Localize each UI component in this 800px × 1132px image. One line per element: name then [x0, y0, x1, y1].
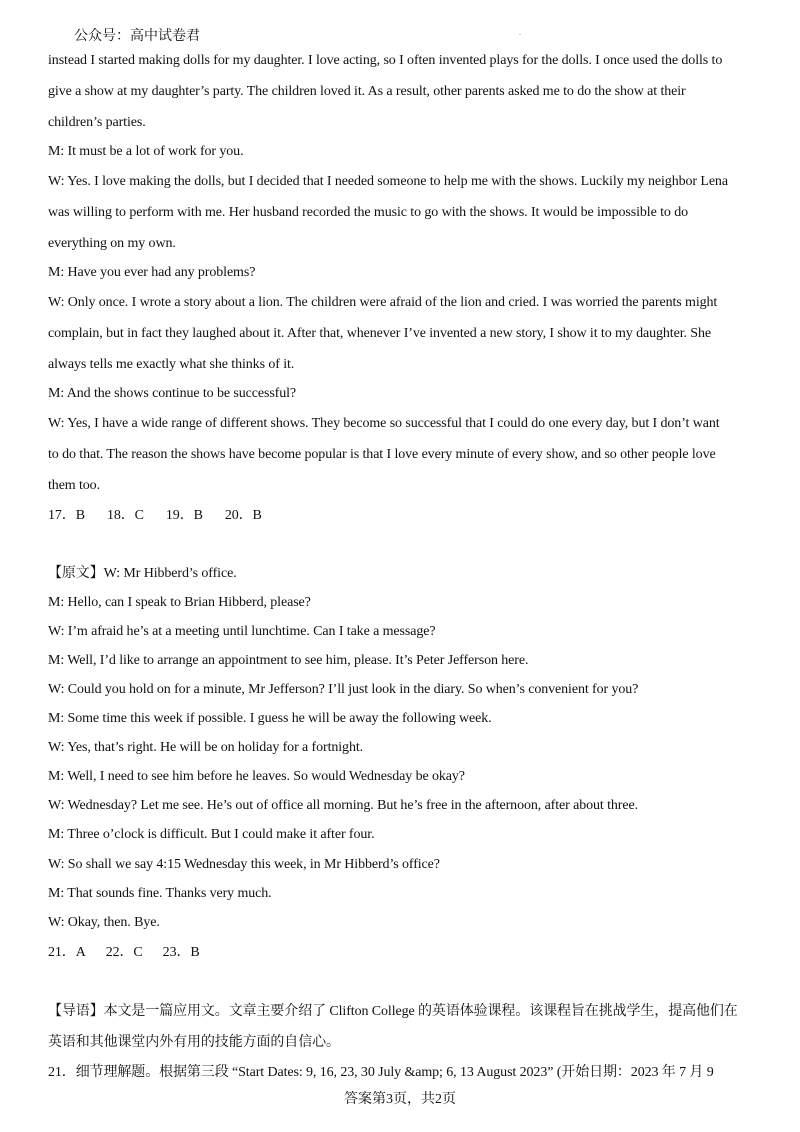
text-line: complain, but in fact they laughed about it. After that, whenever I’ve invented a new story, I show it to my daughter. She — [48, 326, 711, 341]
answer-23: 23．B — [162, 945, 200, 960]
text-line: W: Yes. I love making the dolls, but I decided that I needed someone to help me with the shows. Luckily my neighbor Lena — [48, 174, 728, 189]
answer-19: 19．B — [165, 508, 203, 523]
answer-key-1 — [48, 507, 284, 525]
text-line: M: Some time this week if possible. I guess he will be away the following week. — [48, 711, 492, 726]
text-line: M: That sounds fine. Thanks very much. — [48, 886, 272, 901]
text-line: M: Well, I need to see him before he leaves. So would Wednesday be okay? — [48, 769, 465, 784]
text-line: W: Yes, that’s right. He will be on holiday for a fortnight. — [48, 740, 364, 755]
text-line: was willing to perform with me. Her husband recorded the music to go with the shows. It would be impossible to do — [48, 205, 688, 220]
text-line: them too. — [48, 478, 100, 493]
answer-18: 18．C — [106, 508, 144, 523]
text-line: W: Only once. I wrote a story about a lion. The children were afraid of the lion and cried. I was worried the parents might — [48, 295, 718, 310]
text-line: W: Could you hold on for a minute, Mr Jefferson? I’ll just look in the diary. So when’s convenient for you? — [48, 682, 639, 697]
text-line: 21．细节理解题。根据第三段 “Start Dates: 9, 16, 23, 30 July &amp; 6, 13 August 2023” (开始日期：2023 年 7 月 9 — [48, 1065, 714, 1080]
page-footer: 答案第3页，共2页 — [344, 1092, 456, 1107]
text-line: M: Hello, can I speak to Brian Hibberd, please? — [48, 595, 311, 610]
answer-21: 21．A — [48, 945, 86, 960]
text-line: W: Yes, I have a wide range of different shows. They become so successful that I could do one every day, but I don’t want — [48, 416, 720, 431]
text-line: W: Okay, then. Bye. — [48, 915, 160, 930]
text-line: M: And the shows continue to be successful? — [48, 386, 297, 401]
text-line: W: Wednesday? Let me see. He’s out of office all morning. But he’s free in the afternoon, after about three. — [48, 798, 638, 813]
text-line: M: It must be a lot of work for you. — [48, 144, 244, 159]
text-line: everything on my own. — [48, 236, 176, 251]
text-line: instead I started making dolls for my daughter. I love acting, so I often invented plays for the dolls. I once used the dolls to — [48, 53, 723, 68]
text-line: W: So shall we say 4:15 Wednesday this week, in Mr Hibberd’s office? — [48, 857, 440, 872]
text-line: children’s parties. — [48, 115, 146, 130]
answer-key-2 — [48, 944, 220, 962]
answer-17: 17．B — [48, 508, 85, 523]
text-line: 【原文】W: Mr Hibberd’s office. — [48, 566, 237, 581]
text-line: give a show at my daughter’s party. The children loved it. As a result, other parents asked me to do the show at their — [48, 84, 686, 99]
text-line: M: Well, I’d like to arrange an appointment to see him, please. It’s Peter Jefferson here. — [48, 653, 529, 668]
text-line: M: Three o’clock is difficult. But I could make it after four. — [48, 827, 375, 842]
text-line: M: Have you ever had any problems? — [48, 265, 256, 280]
header-mark: . — [519, 28, 521, 37]
text-line: W: I’m afraid he’s at a meeting until lunchtime. Can I take a message? — [48, 624, 436, 639]
text-line: 英语和其他课堂内外有用的技能方面的自信心。 — [48, 1035, 340, 1050]
page-header: 公众号：高中试卷君 — [74, 29, 200, 44]
text-line: 【导语】本文是一篇应用文。文章主要介绍了 Clifton College 的英语体验课程。该课程旨在挑战学生，提高他们在 — [48, 1004, 738, 1019]
answer-20: 20．B — [224, 508, 262, 523]
text-line: to do that. The reason the shows have become popular is that I love every minute of every show, and so other people love — [48, 447, 716, 462]
text-line: always tells me exactly what she thinks of it. — [48, 357, 295, 372]
answer-22: 22．C — [105, 945, 143, 960]
